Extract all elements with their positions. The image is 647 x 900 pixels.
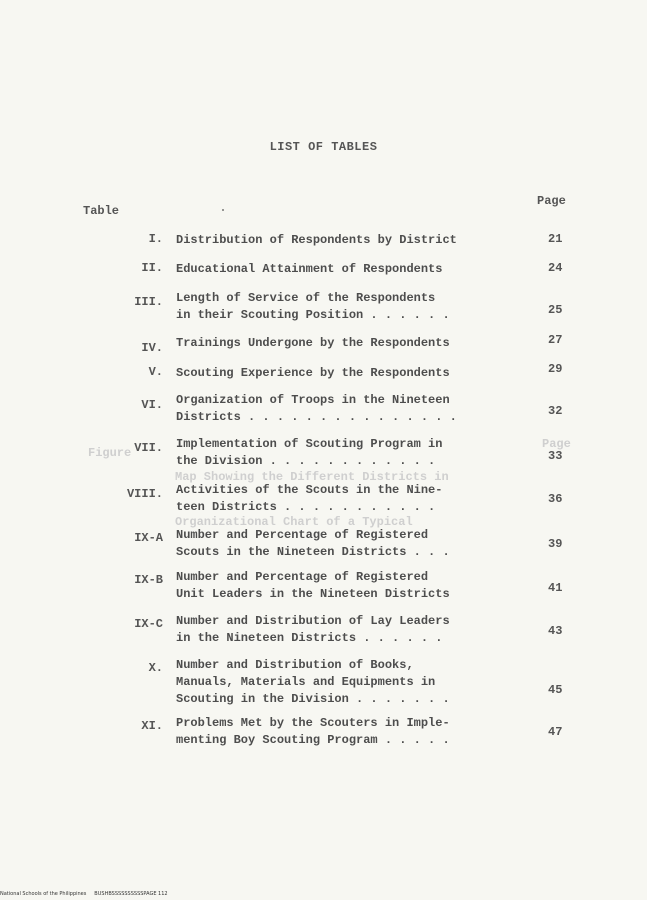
table-number: X.: [148, 661, 163, 675]
table-title: Number and Distribution of Books, Manuals, Materials and Equipments in Scouting in the Division . . . . . . .: [176, 658, 450, 706]
table-number: VII.: [134, 441, 163, 455]
table-title: Scouting Experience by the Respondents: [176, 366, 450, 380]
table-number: V.: [148, 365, 163, 379]
table-number: IV.: [141, 341, 163, 355]
page-number: 41: [548, 581, 563, 595]
page-number: 29: [548, 362, 563, 376]
column-header-table: Table: [83, 204, 120, 218]
table-title: Educational Attainment of Respondents: [176, 262, 443, 276]
bleed-through-figure-label: Figure: [88, 446, 132, 460]
table-title: Implementation of Scouting Program in the Division . . . . . . . . . . . .: [176, 437, 443, 468]
page-number: 32: [548, 404, 563, 418]
table-number: IX-A: [134, 531, 163, 545]
page-title: LIST OF TABLES: [269, 140, 378, 154]
page-number: 36: [548, 492, 563, 506]
scan-footer: National Schools of the Philippines BUSHBSSSSSSSSSSPAGE 112: [0, 891, 168, 897]
page-number: 24: [548, 261, 563, 275]
table-title: Organization of Troops in the Nineteen Districts . . . . . . . . . . . . . . .: [176, 393, 457, 424]
table-title: Number and Percentage of Registered Scouts in the Nineteen Districts . . .: [176, 528, 450, 559]
table-number: III.: [134, 295, 163, 309]
table-number: VIII.: [126, 487, 163, 501]
table-title: Problems Met by the Scouters in Imple- menting Boy Scouting Program . . . . .: [176, 716, 450, 747]
page-number: 45: [548, 683, 563, 697]
table-title: Number and Percentage of Registered Unit Leaders in the Nineteen Districts: [176, 570, 450, 601]
page-number: 21: [548, 232, 563, 246]
page-number: 43: [548, 624, 563, 638]
bleed-through-line: Map Showing the Different Districts in: [175, 470, 449, 484]
table-title: Activities of the Scouts in the Nine- teen Districts . . . . . . . . . . .: [176, 483, 443, 514]
table-number: II.: [141, 261, 163, 275]
page-number: 33: [548, 449, 563, 463]
table-title: Number and Distribution of Lay Leaders in the Nineteen Districts . . . . . .: [176, 614, 450, 645]
page-number: 39: [548, 537, 563, 551]
bleed-through-page-label: Page: [542, 437, 571, 451]
table-title: Distribution of Respondents by District: [176, 233, 457, 247]
table-number: IX-C: [134, 617, 163, 631]
table-number: VI.: [141, 398, 163, 412]
table-number: XI.: [141, 719, 163, 733]
table-number: I.: [148, 232, 163, 246]
page-number: 47: [548, 725, 563, 739]
bleed-through-line: Organizational Chart of a Typical: [175, 515, 413, 529]
page-number: 27: [548, 333, 563, 347]
table-title: Length of Service of the Respondents in their Scouting Position . . . . . .: [176, 291, 450, 322]
table-number: IX-B: [134, 573, 163, 587]
page-number: 25: [548, 303, 563, 317]
stray-mark: [222, 209, 224, 211]
table-title: Trainings Undergone by the Respondents: [176, 336, 450, 350]
column-header-page: Page: [537, 194, 566, 208]
